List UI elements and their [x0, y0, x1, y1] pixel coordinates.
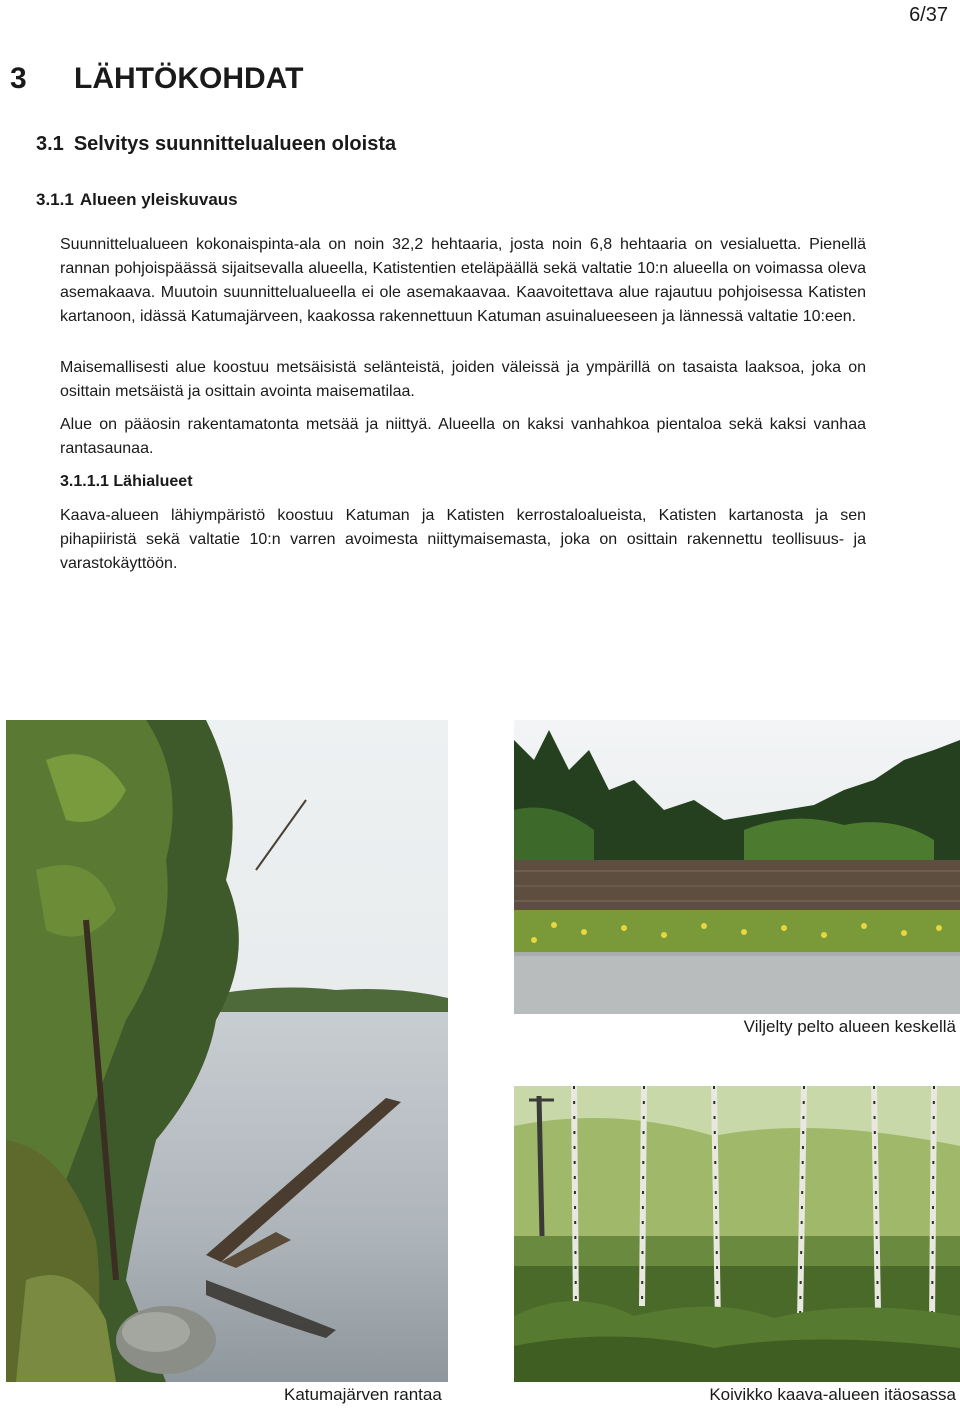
chapter-heading	[10, 62, 303, 96]
sub-subsection-title: Lähialueet	[113, 473, 193, 490]
sub-subsection-heading	[60, 470, 193, 494]
paragraph-land-use: Alue on pääosin rakentamatonta metsää ja niittyä. Alueella on kaksi vanhahkoa pientaloa sekä kaksi vanhaa rantasaunaa.	[60, 416, 866, 457]
subsection-number: 3.1.1	[36, 190, 74, 209]
chapter-number: 3	[10, 62, 27, 95]
section-heading	[36, 133, 396, 156]
lake-shore-photo	[6, 720, 448, 1382]
paragraph-landscape: Maisemallisesti alue koostuu metsäisistä selänteistä, joiden väleissä ja ympärillä on tasaista laaksoa, joka on osittain metsäistä ja osittain avointa maisematilaa.	[60, 359, 866, 400]
subsection-heading	[36, 190, 238, 210]
field-photo-caption: Viljelty pelto alueen keskellä	[743, 1017, 956, 1036]
field-photo	[514, 720, 960, 1014]
chapter-title: LÄHTÖKOHDAT	[74, 62, 304, 95]
page-number: 6/37	[909, 4, 948, 26]
sub-subsection-number: 3.1.1.1	[60, 473, 109, 490]
paragraph-overview: Suunnittelualueen kokonaispinta-ala on noin 32,2 hehtaaria, josta noin 6,8 hehtaaria on vesialuetta. Pienellä rannan pohjoispäässä sijaitsevalla alueella, Katistentien eteläpäällä sekä valtatie 10:n alueella on voimassa oleva asemakaava. Muutoin suunnittelualueella ei ole asemakaavaa. Kaavoitettava alue rajautuu pohjoisessa Katisten kartanoon, idässä Katumajärveen, kaakossa rakennettuun Katuman asuinalueeseen ja lännessä valtatie 10:een.	[60, 236, 866, 325]
birch-forest-photo	[514, 1086, 960, 1382]
paragraph-surroundings: Kaava-alueen lähiympäristö koostuu Katuman ja Katisten kerrostaloalueista, Katisten kartanosta ja sen pihapiiristä sekä valtatie 10:n varren avoimesta niittymaisemasta, joka on osittain rakennettu teollisuus- ja varastokäyttöön.	[60, 507, 866, 572]
subsection-title: Alueen yleiskuvaus	[79, 190, 238, 209]
section-title: Selvitys suunnittelualueen oloista	[73, 133, 397, 155]
lake-photo-caption: Katumajärven rantaa	[284, 1385, 442, 1404]
section-number: 3.1	[36, 133, 64, 155]
birch-photo-caption: Koivikko kaava-alueen itäosassa	[709, 1385, 956, 1404]
